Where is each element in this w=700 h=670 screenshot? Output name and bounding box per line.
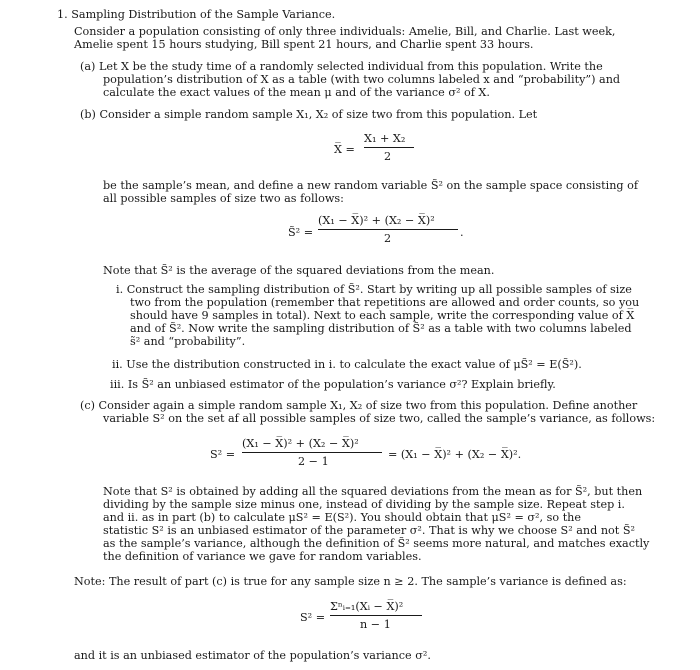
part-b-intro: (b) Consider a simple random sample X₁, X₂ of size two from this population. Let [80,108,538,121]
note-c-line-4: statistic S² is an unbiased estimator of the parameter σ². That is why we choose S² and not S̃² [103,524,635,537]
eq-s2-numerator: (X₁ − X̅)² + (X₂ − X̅)² [242,437,359,450]
part-a-line-2: population’s distribution of X as a table (with two columns labeled x and “probability”) and [103,73,621,86]
note-general: Note: The result of part (c) is true for any sample size n ≥ 2. The sample’s variance is defined as: [74,575,627,588]
note-c-line-3: and ii. as in part (b) to calculate μS² = E(S²). You should obtain that μS² = σ², so the [103,511,582,524]
intro-line-1: Consider a population consisting of only three individuals: Amelie, Bill, and Charlie. Last week, [74,25,616,38]
problem-title: 1. Sampling Distribution of the Sample Variance. [57,8,336,21]
part-c-line-2: variable S² on the set af all possible samples of size two, called the sample’s variance, as follows: [103,412,656,425]
eq-xbar-lhs: X̅ = [334,143,355,156]
item-iii: iii. Is S̃² an unbiased estimator of the population’s variance σ²? Explain briefly. [110,378,556,391]
item-i-line-2: two from the population (remember that repetitions are allowed and order counts, so you [130,296,640,309]
intro-line-2: Amelie spent 15 hours studying, Bill spent 21 hours, and Charlie spent 33 hours. [74,38,534,51]
eq-s2-rhs: = (X₁ − X̅)² + (X₂ − X̅)². [388,448,522,461]
eq-stilde-period: . [460,226,464,239]
fraction-bar [242,452,382,453]
note-c-line-6: the definition of variance we gave for random variables. [103,550,422,563]
eq-s2-lhs: S² = [210,448,236,461]
item-ii: ii. Use the distribution constructed in i. to calculate the exact value of μS̃² = E(S̃²). [112,358,582,371]
fraction-bar [318,229,458,230]
item-i-line-4: and of S̃². Now write the sampling distribution of S̃² as a table with two columns labeled [130,322,632,335]
part-c-line-1: (c) Consider again a simple random sample X₁, X₂ of size two from this population. Define another [80,399,638,412]
item-i-line-3: should have 9 samples in total). Next to each sample, write the corresponding value of X̅ [130,309,635,322]
eq-stilde-lhs: S̃² = [288,226,314,239]
part-b-text-1: be the sample’s mean, and define a new random variable S̃² on the sample space consisting of [103,179,639,192]
eq-stilde-denominator: 2 [384,232,392,245]
part-b-text-2: all possible samples of size two as follows: [103,192,344,205]
part-a-line-1: (a) Let X be the study time of a randomly selected individual from this population. Write the [80,60,603,73]
part-a-line-3: calculate the exact values of the mean μ and of the variance σ² of X. [103,86,490,99]
eq-general-denominator: n − 1 [360,618,391,631]
eq-general-numerator: Σⁿᵢ₌₁(Xᵢ − X̅)² [330,600,404,613]
note-c-line-5: as the sample’s variance, although the definition of S̃² seems more natural, and matches exactly [103,537,650,550]
closing-line: and it is an unbiased estimator of the population’s variance σ². [74,649,431,662]
note-c-line-2: dividing by the sample size minus one, instead of dividing by the sample size. Repeat step i. [103,498,625,511]
item-i-line-5: s̃² and “probability”. [130,335,246,348]
note-c-line-1: Note that S² is obtained by adding all the squared deviations from the mean as for S̃², but then [103,485,643,498]
note-b: Note that S̃² is the average of the squared deviations from the mean. [103,264,495,277]
item-i-line-1: i. Construct the sampling distribution of S̃². Start by writing up all possible samples of size [116,283,632,296]
eq-xbar-numerator: X₁ + X₂ [364,132,406,145]
eq-stilde-numerator: (X₁ − X̅)² + (X₂ − X̅)² [318,214,435,227]
eq-s2-denominator: 2 − 1 [298,455,329,468]
fraction-bar [364,147,414,148]
eq-xbar-denominator: 2 [384,150,392,163]
fraction-bar [330,615,422,616]
eq-general-lhs: S² = [300,611,326,624]
